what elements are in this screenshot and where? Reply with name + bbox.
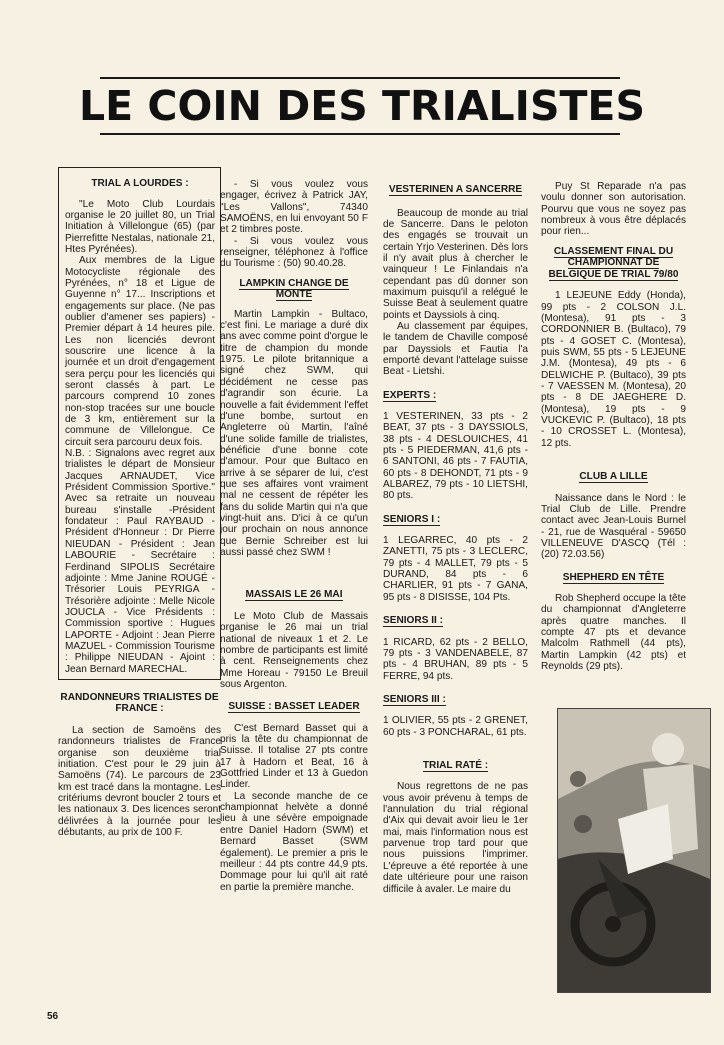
seniors-3-results: 1 OLIVIER, 55 pts - 2 GRENET, 60 pts - 3 PONCHARAL, 61 pts. bbox=[383, 715, 528, 738]
vesterinen-para-1: Beaucoup de monde au trial de Sancerre. Dans le peloton des engagés se trouvait un certain Yrjo Vesterinen. Dès lors il n'y avait plus à chercher le vainqueur ! Le Finlandais n'a cependant pas dû donner son maximum puisqu'il a relégué le Suisse Beat à seulement quatre points et Dayssiols à cinq. bbox=[383, 207, 528, 321]
belgique-results: 1 LEJEUNE Eddy (Honda), 99 pts - 2 COLSON J.L. (Montesa), 91 pts - 3 CORDONNIER B. (Bultaco), 79 pts - 4 GOSET C. (Montesa), puis SWM, 55 pts - 5 LEJEUNE J.M. (Montesa), 49 pts - 6 DELWICHE P. (Bultaco), 39 pts - 7 VAESSEN M. (Montesa), 20 pts - 8 DE JAEGHERE D. (Montesa), 19 pts - 9 VUCKEVIC P. (Bultaco), 18 pts - 10 CROSSET L. (Montesa), 12 pts. bbox=[541, 290, 686, 449]
page-title: LE COIN DES TRIALISTES bbox=[79, 82, 645, 130]
samoens-para-2: - Si vous voulez vous renseigner, téléphonez à l'office du Tourisme : (50) 90.40.28. bbox=[220, 235, 368, 270]
massais-heading: MASSAIS LE 26 MAI bbox=[245, 589, 343, 601]
column-2 bbox=[220, 179, 368, 893]
vesterinen-para-2: Au classement par équipes, le tandem de Chaville composé par Dayssiols et Fautia l'a emporté devant l'attelage suisse Beat - Lietshi. bbox=[383, 320, 528, 378]
lampkin-heading: LAMPKIN CHANGE DE MONTE bbox=[239, 277, 349, 301]
vesterinen-heading: VESTERINEN A SANCERRE bbox=[388, 184, 523, 195]
column-1 bbox=[58, 167, 221, 838]
trial-rate-heading: TRIAL RATÉ : bbox=[422, 759, 489, 771]
experts-heading: EXPERTS : bbox=[383, 389, 437, 401]
samoens-para-1: - Si vous voulez vous engager, écrivez à Patrick JAY, "Les Vallons", 74340 SAMOËNS, en lui envoyant 50 F et 2 timbres poste. bbox=[220, 179, 368, 236]
shepherd-text: Rob Shepherd occupe la tête du championnat d'Angleterre après quatre manches. Il compte 47 pts et devance Malcolm Rathmell (44 pts), Martin Lampkin (42 pts) et Reynolds (29 pts). bbox=[541, 593, 686, 673]
massais-text: Le Moto Club de Massais organise le 26 mai un trial national de niveaux 1 et 2. Le nombre de participants est limité à cent. Renseignements chez Mme Horeau - 79150 Le Breuil sous Argenton. bbox=[220, 610, 368, 690]
seniors-2-results: 1 RICARD, 62 pts - 2 BELLO, 79 pts - 3 VANDENABELE, 87 pts - 4 BRUHAN, 89 pts - 5 FERRE, 94 pts. bbox=[383, 636, 528, 682]
randonneurs-heading: RANDONNEURS TRIALISTES DE FRANCE : bbox=[60, 691, 219, 715]
trial-rate-text: Nous regrettons de ne pas vous avoir prévenu à temps de l'annulation du trial régional d'Aix qui devait avoir lieu le 1er mai, mais l'information nous est parvenue trop tard pour que nous puissions l'imprimer. L'épreuve a été reportée à une date ultérieure pour une raison difficile à avaler. Le maire du bbox=[383, 781, 528, 895]
experts-results: 1 VESTERINEN, 33 pts - 2 BEAT, 37 pts - 3 DAYSSIOLS, 38 pts - 4 DESLOUICHES, 41 pts - 5 PIEDERMAN, 41,6 pts - 6 SANTONI, 46 pts - 7 FAUTIA, 60 pts - 8 DEHONDT, 71 pts - 9 ALBAREZ, 79 pts - 10 LIETSHI, 80 pts. bbox=[383, 411, 528, 502]
page-number: 56 bbox=[47, 1011, 59, 1022]
lourdes-box bbox=[58, 167, 221, 680]
seniors-3-heading: SENIORS III : bbox=[383, 693, 446, 705]
seniors-1-results: 1 LEGARREC, 40 pts - 2 ZANETTI, 75 pts - 3 LECLERC, 79 pts - 4 MALLET, 79 pts - 5 DURAND, 84 pts - 6 CHARLIER, 91 pts - 7 GANA, 95 pts - 8 DISISSE, 104 Pts. bbox=[383, 535, 528, 603]
trial-rider-photo bbox=[557, 708, 711, 993]
shepherd-heading: SHEPHERD EN TÊTE bbox=[562, 571, 665, 583]
title-rule-top bbox=[100, 77, 620, 79]
title-rule-bottom bbox=[100, 133, 620, 135]
puy-text: Puy St Reparade n'a pas voulu donner son autorisation. Pourvu que vous ne soyez pas nombreux à vous être déplacés pour rien... bbox=[541, 181, 686, 238]
lille-heading: CLUB A LILLE bbox=[579, 471, 648, 483]
suisse-heading: SUISSE : BASSET LEADER bbox=[228, 701, 360, 713]
lourdes-heading: TRIAL A LOURDES : bbox=[91, 178, 189, 189]
seniors-2-heading: SENIORS II : bbox=[383, 615, 444, 627]
seniors-1-heading: SENIORS I : bbox=[383, 513, 441, 525]
lille-text: Naissance dans le Nord : le Trial Club de Lille. Prendre contact avec Jean-Louis Burnel - 21, rue de Wasquéral - 59650 VILLENEUVE D'ASCQ (Tél : (20) 72.03.56) bbox=[541, 492, 686, 561]
belgique-heading: CLASSEMENT FINAL DU CHAMPIONNAT DE BELGIQUE DE TRIAL 79/80 bbox=[548, 245, 679, 280]
suisse-para-1: C'est Bernard Basset qui a pris la tête du championnat de Suisse. Il totalise 27 pts contre 17 à Hadorn et Beat, 16 à Gottfried Linder et 13 à Guedon Linder. bbox=[220, 722, 368, 791]
column-3 bbox=[383, 180, 528, 895]
suisse-para-2: La seconde manche de ce championnat helvète a donné lieu à une sévère empoignade entre Daniel Hadorn (SWM) et Bernard Basset (SWM également). Le premier a pris le meilleur : 44 pts contre 44,9 pts. Dommage pour lui qu'il ait raté en partie la première manche. bbox=[220, 790, 368, 893]
lampkin-text: Martin Lampkin - Bultaco, c'est fini. Le mariage a duré dix ans avec comme point d'orgue le titre de champion du monde 1975. Le pilote britannique a signé chez SWM, qui décidément ne cesse pas d'agrandir son écurie. La nouvelle a fait évidemment l'effet d'une bombe, surtout en Angleterre où Martin, l'aîné d'une solide famille de trialistes, bénéficie d'une bonne cote d'amour. Pour que Bultaco en arrive à se séparer de lui, c'est que ses affaires vont vraiment mal ne cessent de répéter les fans du solide Martin qui n'a que vingt-huit ans. D'ici à ce qu'un jour prochain on nous annonce que Bernie Schreiber est lui aussi passé chez SWM ! bbox=[220, 308, 368, 558]
lourdes-para-2: Aux membres de la Ligue Motocycliste régionale des Pyrénées, n° 18 et Ligue de Guyenne n° 17... Inscriptions et engagements sur place. (Ne pas oublier d'amener ses papiers) - Premier départ à 14 heures pile. Les non licenciés devront souscrire une licence à la journée et un droit d'engagement sera perçu pour les licenciés qui seront classés à part. Le parcours comprend 10 zones non-stop tracées sur une boucle de 3 km, entièrement sur la commune de Villelongue. Ce circuit sera parcouru deux fois. bbox=[65, 255, 215, 448]
lourdes-para-3: N.B. : Signalons avec regret aux trialistes le départ de Monsieur Jacques ARNAUDET, Vice Président Commission Sportive." Avec sa retraite un nouveau bureau s'installe -Président fondateur : Paul RAYBAUD - Président d'Honneur : Dr Pierre NIEUDAN - Président : Jean LABOURIE - Secrétaire : Ferdinand SIPOLIS Secrétaire adjointe : Mme Janine ROUGÉ - Trésorier Louis PEYRIGA - Trésorière adjointe : Melle Nicole JOUCLA - Vice Présidents : Commission sportive : Hugues LAPORTE - Adjoint : Jean Pierre MAZUEL - Commission Tourisme : Philippe NIEUDAN - Ajoint : Jean Bernard MARECHAL. bbox=[65, 448, 215, 675]
lourdes-para-1: "Le Moto Club Lourdais organise le 20 juillet 80, un Trial Initiation à Villelongue (65) (par Pierrefitte Nestalas, nationale 21, Htes Pyrénées). bbox=[65, 198, 215, 255]
randonneurs-text: La section de Samoëns des randonneurs trialistes de France organise son deuxième trial initiation. C'est pour le 29 juin à Samoëns (74). Le parcours de 23 km est tracé dans la montagne. Les critériums devront boucler 2 tours et les nationaux 3. Des licences seront délivrées à la journée pour les débutants, au prix de 100 F. bbox=[58, 724, 221, 839]
column-4 bbox=[541, 181, 686, 673]
